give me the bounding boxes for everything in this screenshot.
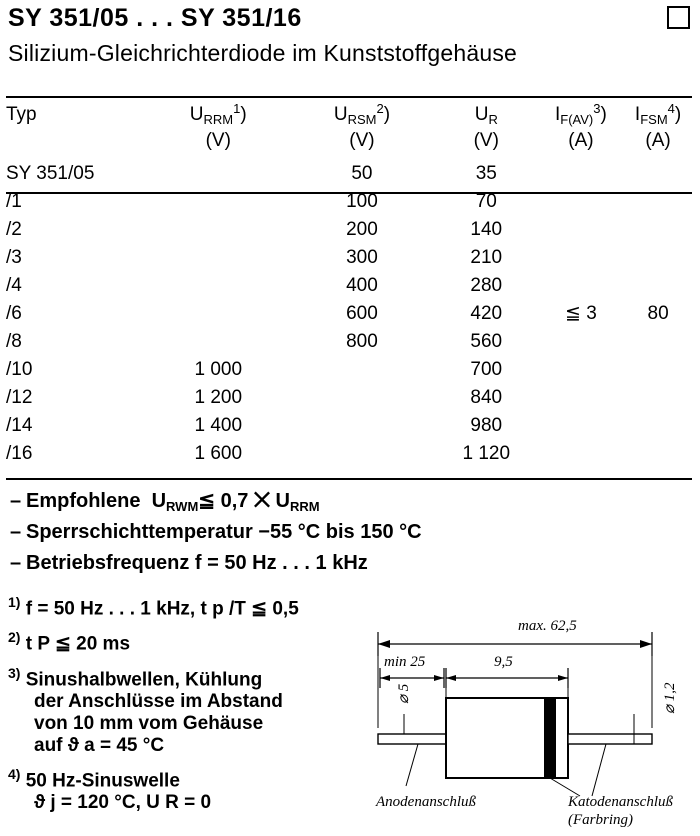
- cell-ur: 420: [470, 303, 503, 324]
- footnote-marker: 4): [8, 765, 21, 782]
- table-header-row-1: [6, 104, 692, 130]
- header-ur-unit: (V): [473, 130, 499, 151]
- cell-typ: /10: [6, 359, 33, 380]
- footnote-item: [8, 594, 368, 620]
- table-row: [6, 160, 692, 188]
- footnote-text: der Anschlüsse im Abstand: [34, 690, 283, 712]
- cell-typ: /14: [6, 415, 33, 436]
- cell-urrm: [148, 328, 289, 356]
- package-drawing: [368, 618, 694, 830]
- footnotes-list: [8, 594, 368, 823]
- header-urrm-unit: (V): [205, 130, 231, 151]
- arrow-head: [380, 675, 390, 681]
- cell-ur: 980: [470, 415, 503, 436]
- header-ur: $U_R$: [474, 104, 498, 127]
- divider-top: [6, 96, 692, 98]
- notes-list: [10, 488, 490, 583]
- arrow-head: [446, 675, 456, 681]
- page-subtitle: Silizium-Gleichrichterdiode im Kunststoffgehäuse: [8, 40, 518, 66]
- note-item: – Betriebsfrequenz f = 50 Hz . . . 1 kHz: [10, 552, 368, 574]
- anode-label: Anodenanschluß: [376, 794, 476, 810]
- footnote-item: [8, 629, 368, 655]
- cell-ursm: [289, 356, 435, 384]
- note-dash: –: [10, 490, 22, 512]
- cell-ur: 140: [470, 219, 503, 240]
- cell-ursm: 200: [346, 219, 378, 240]
- cell-urrm: [148, 300, 289, 328]
- cell-typ: /8: [6, 331, 22, 352]
- cell-urrm: 1 000: [194, 359, 243, 380]
- cell-typ: /2: [6, 219, 22, 240]
- cell-urrm: [148, 160, 289, 188]
- cell-urrm: [148, 272, 289, 300]
- dim-body-label: 9,5: [494, 654, 513, 670]
- cell-urrm: [148, 216, 289, 244]
- dim-body-line: [446, 668, 568, 688]
- cell-typ: /1: [6, 191, 22, 212]
- cell-ur: 210: [470, 247, 503, 268]
- table-body: [6, 160, 692, 468]
- dim-lead-right-label: ⌀ 1,2: [662, 682, 678, 714]
- cell-ursm: [289, 412, 435, 440]
- note-dash: –: [10, 552, 22, 574]
- cell-typ: /3: [6, 247, 22, 268]
- arrow-head: [558, 675, 568, 681]
- footnote-marker: 2): [8, 629, 21, 646]
- cell-ifav-merged: ≦ 3: [565, 303, 597, 324]
- header-ursm: $U_{RSM}^2$): [333, 101, 391, 127]
- cell-typ: /4: [6, 275, 22, 296]
- cell-typ: /6: [6, 303, 22, 324]
- header-ifsm-unit: (A): [645, 130, 671, 151]
- cathode-sublabel: (Farbring): [568, 812, 633, 828]
- header-urrm: $U_{RRM}^1$): [189, 101, 247, 127]
- cell-ursm: 400: [346, 275, 378, 296]
- cell-ur: 35: [475, 163, 497, 184]
- footnote-item: [8, 766, 368, 814]
- cell-ur: 560: [470, 331, 503, 352]
- header-ifav-unit: (A): [568, 130, 594, 151]
- cell-ur: 840: [470, 387, 503, 408]
- color-band: [544, 698, 556, 778]
- cell-ursm: 800: [346, 331, 378, 352]
- header-ifsm: $I_{FSM}^4$): [634, 101, 682, 127]
- divider-bottom: [6, 478, 692, 480]
- cell-urrm: [148, 188, 289, 216]
- dim-min-label: min 25: [384, 654, 426, 670]
- cell-typ: SY 351/05: [6, 163, 95, 184]
- cell-ur: 700: [470, 359, 503, 380]
- cell-urrm: 1 600: [194, 443, 243, 464]
- footnote-item: [8, 665, 368, 757]
- dim-lead-left: [398, 714, 410, 734]
- cell-ifsm-merged: 80: [647, 303, 669, 324]
- cell-ur: 70: [475, 191, 497, 212]
- arrow-head: [378, 640, 390, 648]
- footnote-marker: 1): [8, 594, 21, 610]
- footnote-text: f = 50 Hz . . . 1 kHz, t p /T ≦ 0,5: [25, 598, 299, 620]
- footnote-text: von 10 mm vom Gehäuse: [34, 712, 264, 734]
- header-typ-unit: [6, 130, 148, 160]
- cell-typ: /12: [6, 387, 33, 408]
- header-ursm-unit: (V): [349, 130, 375, 151]
- cell-urrm: 1 200: [194, 387, 243, 408]
- cell-ursm: 100: [346, 191, 378, 212]
- header-typ: Typ: [6, 104, 37, 125]
- footnote-text: Sinushalbwellen, Kühlung: [25, 668, 263, 690]
- cell-ursm: [289, 440, 435, 468]
- cell-urrm: [148, 244, 289, 272]
- cathode-label: Katodenanschluß: [568, 794, 673, 810]
- page-title: SY 351/05 . . . SY 351/16: [8, 4, 302, 32]
- cathode-lead: [568, 734, 652, 744]
- cell-ur: 280: [470, 275, 503, 296]
- cell-urrm: 1 400: [194, 415, 243, 436]
- dim-lead-left-label: ⌀ 5: [396, 683, 412, 704]
- cell-ur: 1 120: [462, 443, 511, 464]
- cell-ursm: 600: [346, 303, 378, 324]
- note-item: – Empfohlene $U_{RWM}≦$ 0,7 ⨉ $U_{RRM}$: [10, 490, 320, 514]
- anode-lead: [378, 734, 446, 744]
- cell-ursm: 50: [351, 163, 373, 184]
- corner-square-icon: [667, 6, 690, 29]
- footnote-text: auf ϑ a = 45 °C: [34, 734, 165, 756]
- arrow-head: [434, 675, 444, 681]
- arrow-head: [640, 640, 652, 648]
- table-header: [6, 101, 692, 160]
- dim-max-label: max. 62,5: [518, 618, 577, 634]
- footnote-text: 50 Hz-Sinuswelle: [25, 770, 180, 792]
- dim-max-line: [378, 632, 652, 656]
- parameter-table: [6, 101, 692, 468]
- note-item: – Sperrschichttemperatur −55 °C bis 150 °C: [10, 521, 422, 543]
- footnote-text: ϑ j = 120 °C, U R = 0: [34, 792, 212, 814]
- footnote-text: t P ≦ 20 ms: [25, 633, 131, 655]
- note-dash: –: [10, 521, 22, 543]
- cell-ursm: [289, 384, 435, 412]
- cell-ursm: 300: [346, 247, 378, 268]
- table-header-row-2: [6, 130, 692, 160]
- header-ifav: $I_{F(AV)}^3$): [555, 101, 607, 127]
- cell-typ: /16: [6, 443, 33, 464]
- footnote-marker: 3): [8, 664, 21, 681]
